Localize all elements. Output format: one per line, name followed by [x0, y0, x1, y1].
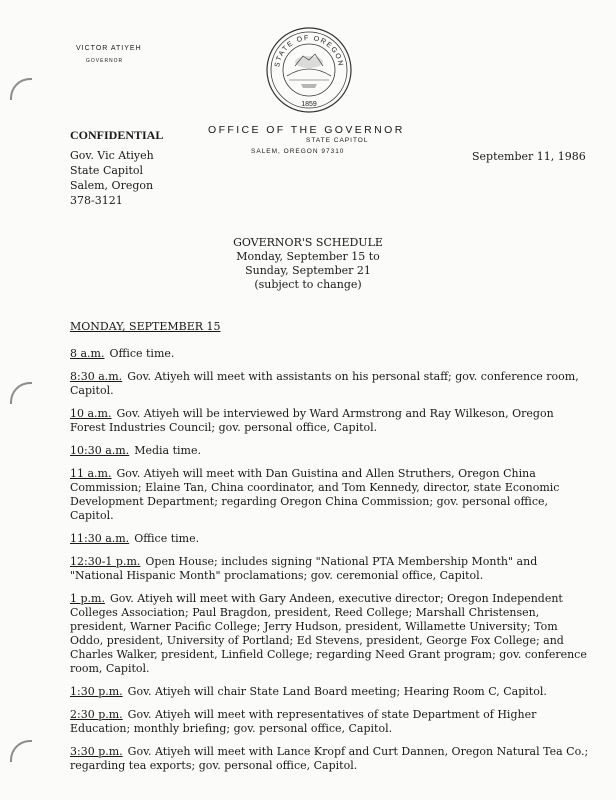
sender-address: [70, 148, 154, 208]
schedule-entry: [70, 347, 590, 361]
schedule-entries: [70, 347, 590, 782]
punch-hole-mark-bottom: [10, 740, 32, 762]
address-line: 378-3121: [70, 194, 123, 207]
entry-text: Gov. Atiyeh will meet with Dan Guistina and Allen Struthers, Oregon China Commission; Elaine Tan, China coordinator, and Tom Kennedy, director, state Economic Development Department; regarding Oregon China Commission; gov. personal office, Capitol.: [70, 467, 560, 522]
entry-text: Gov. Atiyeh will meet with assistants on his personal staff; gov. conference room, Capitol.: [70, 370, 579, 397]
entry-time: 10 a.m.: [70, 407, 112, 420]
entry-text: Office time.: [134, 532, 200, 545]
schedule-range-start: Monday, September 15 to: [236, 250, 380, 263]
office-title: OFFICE OF THE GOVERNOR: [208, 124, 405, 136]
schedule-range-end: Sunday, September 21: [245, 264, 371, 277]
office-address-line1: STATE CAPITOL: [306, 137, 369, 144]
schedule-entry: [70, 444, 590, 458]
schedule-entry: [70, 370, 590, 398]
entry-text: Media time.: [134, 444, 201, 457]
schedule-note: (subject to change): [254, 278, 362, 291]
schedule-entry: [70, 745, 590, 773]
schedule-entry: [70, 467, 590, 523]
schedule-entry: [70, 592, 590, 676]
confidential-label: CONFIDENTIAL: [70, 128, 164, 142]
entry-time: 8:30 a.m.: [70, 370, 123, 383]
entry-text: Gov. Atiyeh will be interviewed by Ward Armstrong and Ray Wilkeson, Oregon Forest Industries Council; gov. personal office, Capitol.: [70, 407, 554, 434]
entry-text: Gov. Atiyeh will meet with representatives of state Department of Higher Education; monthly briefing; gov. personal office, Capitol.: [70, 708, 537, 735]
seal-year: 1859: [301, 101, 317, 108]
entry-time: 11:30 a.m.: [70, 532, 130, 545]
punch-hole-mark-top: [10, 78, 32, 100]
address-line: Gov. Vic Atiyeh: [70, 149, 154, 162]
entry-time: 10:30 a.m.: [70, 444, 130, 457]
schedule-title: GOVERNOR'S SCHEDULE: [233, 236, 383, 249]
entry-text: Open House; includes signing "National PTA Membership Month" and "National Hispanic Month" proclamations; gov. ceremonial office, Capitol.: [70, 555, 538, 582]
address-line: Salem, Oregon: [70, 179, 154, 192]
schedule-entry: [70, 407, 590, 435]
entry-time: 2:30 p.m.: [70, 708, 123, 721]
state-seal-icon: [265, 26, 353, 114]
entry-text: Gov. Atiyeh will meet with Lance Kropf and Curt Dannen, Oregon Natural Tea Co.; regarding tea exports; gov. personal office, Capitol.: [70, 745, 589, 772]
governor-title: GOVERNOR: [86, 58, 124, 64]
address-line: State Capitol: [70, 164, 144, 177]
office-address-line2: SALEM, OREGON 97310: [251, 148, 345, 155]
schedule-entry: [70, 532, 590, 546]
schedule-entry: [70, 708, 590, 736]
schedule-entry: [70, 685, 590, 699]
day-heading: MONDAY, SEPTEMBER 15: [70, 320, 221, 333]
entry-time: 1 p.m.: [70, 592, 105, 605]
entry-text: Gov. Atiyeh will meet with Gary Andeen, executive director; Oregon Independent Colleges Association; Paul Bragdon, president, Reed College; Marshall Christensen, president, Warner Pacific College; Jerry Hudson, president, Willamette University; Tom Oddo, president, University of Portland; Ed Stevens, president, George Fox College; and Charles Walker, president, Linfield College; regarding Need Grant program; gov. conference room, Capitol.: [70, 592, 587, 675]
entry-time: 1:30 p.m.: [70, 685, 123, 698]
entry-time: 8 a.m.: [70, 347, 105, 360]
schedule-entry: [70, 555, 590, 583]
entry-time: 3:30 p.m.: [70, 745, 123, 758]
governor-name: VICTOR ATIYEH: [76, 45, 142, 52]
punch-hole-mark-middle: [10, 382, 32, 404]
document-date: September 11, 1986: [472, 150, 586, 163]
seal-text: STATE OF OREGON: [274, 34, 344, 68]
entry-time: 12:30-1 p.m.: [70, 555, 141, 568]
schedule-title-block: [0, 236, 616, 292]
entry-text: Office time.: [109, 347, 175, 360]
entry-text: Gov. Atiyeh will chair State Land Board meeting; Hearing Room C, Capitol.: [127, 685, 547, 698]
entry-time: 11 a.m.: [70, 467, 112, 480]
